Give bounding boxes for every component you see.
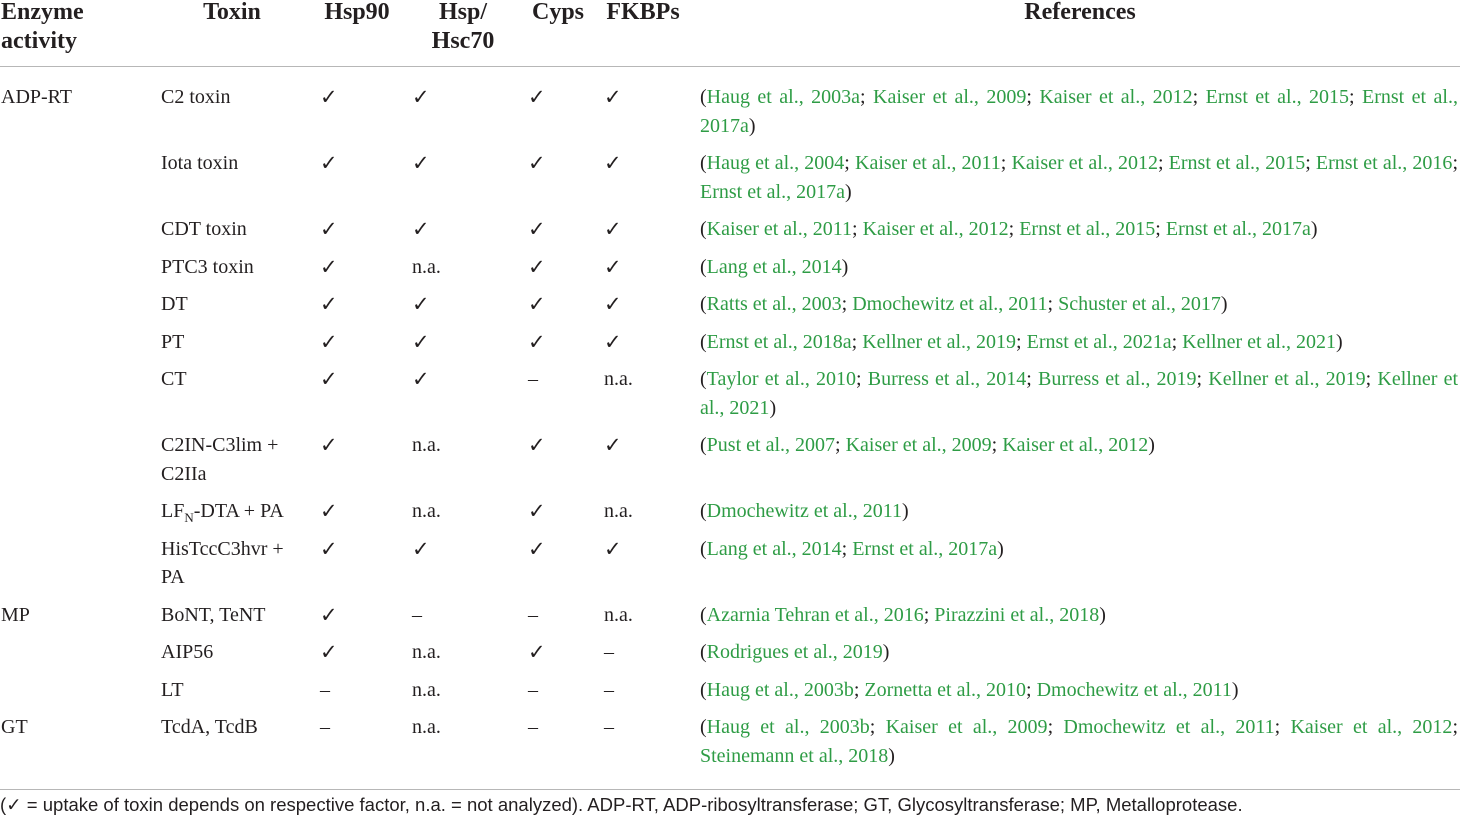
references-cell: (Lang et al., 2014; Ernst et al., 2017a) (700, 537, 1004, 560)
toxin-cell: PT (161, 330, 185, 353)
table-row (0, 713, 1460, 770)
enzyme-activity-cell: GT (1, 716, 28, 738)
reference-link[interactable]: Dmochewitz et al., 2011 (706, 500, 902, 522)
check-mark-icon: ✓ (604, 292, 622, 316)
references-cell: (Taylor et al., 2010; Burress et al., 2014; Burress et al., 2019; Kellner et al., 2019; Kellner et al., 2021) (700, 368, 1459, 419)
reference-link[interactable]: Kaiser et al., 2009 (845, 434, 992, 456)
fkbps-cell: – (604, 641, 614, 663)
references-cell: (Pust et al., 2007; Kaiser et al., 2009; Kaiser et al., 2012) (700, 434, 1155, 456)
fkbps-cell (604, 215, 622, 245)
check-mark-icon: ✓ (320, 499, 338, 523)
hsp90-cell (320, 149, 338, 179)
check-mark-icon: ✓ (528, 329, 546, 354)
table-row (0, 253, 1460, 282)
hsp-hsc70-cell (412, 83, 430, 113)
reference-link[interactable]: Ernst et al., 2015 (1168, 152, 1306, 174)
reference-link[interactable]: Ernst et al., 2015 (1205, 86, 1350, 108)
reference-link[interactable]: Burress et al., 2014 (867, 368, 1027, 390)
check-mark-icon: ✓ (528, 292, 546, 316)
check-mark-icon: ✓ (320, 85, 338, 109)
hsp90-cell (320, 535, 338, 565)
check-mark-icon: ✓ (320, 217, 338, 241)
fkbps-cell: – (604, 678, 614, 701)
fkbps-cell (604, 290, 622, 320)
hsp90-cell (320, 431, 338, 461)
hsp90-cell (320, 365, 338, 395)
toxin-subscript: N (184, 510, 194, 525)
check-mark-icon: ✓ (320, 640, 338, 664)
cyps-cell (528, 497, 546, 527)
enzyme-activity-cell: MP (1, 603, 30, 626)
reference-link[interactable]: Dmochewitz et al., 2011 (1063, 716, 1275, 738)
reference-link[interactable]: Azarnia Tehran et al., 2016 (706, 603, 924, 626)
reference-link[interactable]: Kaiser et al., 2009 (873, 86, 1027, 108)
check-mark-icon: ✓ (528, 151, 546, 175)
hsp90-cell: – (320, 716, 330, 738)
check-mark-icon: ✓ (604, 329, 622, 354)
reference-link[interactable]: Kaiser et al., 2011 (706, 218, 852, 240)
table-body (0, 83, 1460, 770)
table-row (0, 431, 1460, 488)
hsp90-cell (320, 253, 338, 283)
fkbps-cell (604, 83, 622, 113)
cyps-cell (528, 149, 546, 179)
reference-link[interactable]: Taylor et al., 2010 (706, 368, 856, 390)
reference-link[interactable]: Kaiser et al., 2011 (855, 152, 1001, 174)
cyps-cell (528, 638, 546, 668)
reference-link[interactable]: Lang et al., 2014 (706, 537, 842, 560)
reference-link[interactable]: Dmochewitz et al., 2011 (1036, 678, 1232, 701)
toxin-cell: C2 toxin (161, 86, 231, 108)
reference-link[interactable]: Schuster et al., 2017 (1058, 293, 1221, 315)
toxin-cell: BoNT, TeNT (161, 603, 266, 626)
toxin-cell: CDT toxin (161, 218, 247, 240)
toxin-cell: PTC3 toxin (161, 255, 254, 278)
check-mark-icon: ✓ (604, 85, 622, 109)
references-cell: (Haug et al., 2003b; Zornetta et al., 2010; Dmochewitz et al., 2011) (700, 678, 1239, 701)
check-mark-icon: ✓ (412, 292, 430, 316)
cyps-cell (528, 290, 546, 320)
reference-link[interactable]: Ernst et al., 2017a (700, 86, 1458, 137)
reference-link[interactable]: Kellner et al., 2021 (1182, 330, 1336, 353)
check-mark-icon: ✓ (320, 602, 338, 627)
check-mark-icon: ✓ (320, 536, 338, 561)
reference-link[interactable]: Rodrigues et al., 2019 (706, 641, 883, 663)
reference-link[interactable]: Ernst et al., 2018a (706, 330, 852, 353)
cyps-cell: – (528, 603, 538, 626)
reference-link[interactable]: Kaiser et al., 2012 (1011, 152, 1158, 174)
table-row (0, 497, 1460, 526)
references-cell: (Haug et al., 2003a; Kaiser et al., 2009; Kaiser et al., 2012; Ernst et al., 2015; Ernst et al., 2017a) (700, 86, 1458, 137)
reference-link[interactable]: Steinemann et al., 2018 (700, 744, 889, 767)
reference-link[interactable]: Burress et al., 2019 (1038, 368, 1197, 390)
reference-link[interactable]: Haug et al., 2004 (706, 152, 845, 174)
hsp-hsc70-cell (412, 535, 430, 565)
check-mark-icon: ✓ (320, 151, 338, 175)
reference-link[interactable]: Kaiser et al., 2012 (1290, 716, 1453, 738)
reference-link[interactable]: Kaiser et al., 2012 (1002, 434, 1149, 456)
header-cyps: Cyps (531, 0, 585, 25)
enzyme-activity-cell: ADP-RT (1, 86, 73, 108)
check-mark-icon: ✓ (528, 85, 546, 109)
toxin-cell: $LF_N$-DTA + PA (161, 500, 284, 525)
fkbps-cell: n.a. (604, 368, 633, 390)
check-mark-icon: ✓ (604, 151, 622, 175)
table-row (0, 328, 1460, 357)
check-mark-icon: ✓ (412, 85, 430, 109)
cyps-cell (528, 83, 546, 113)
reference-link[interactable]: Haug et al., 2003b (706, 716, 870, 738)
reference-link[interactable]: Kaiser et al., 2012 (862, 218, 1009, 240)
reference-link[interactable]: Pirazzini et al., 2018 (934, 603, 1100, 626)
check-mark-icon: ✓ (604, 433, 622, 457)
hsp-hsc70-cell: n.a. (412, 500, 441, 522)
check-mark-icon: ✓ (604, 536, 622, 561)
toxin-cell: CT (161, 368, 187, 390)
check-mark-icon: ✓ (528, 254, 546, 279)
hsp-hsc70-cell: n.a. (412, 434, 441, 456)
cyps-cell (528, 215, 546, 245)
reference-link[interactable]: Zornetta et al., 2010 (864, 678, 1027, 701)
toxin-cell: DT (161, 293, 188, 315)
cyps-cell (528, 253, 546, 283)
references-cell: (Dmochewitz et al., 2011) (700, 500, 909, 522)
check-mark-icon: ✓ (528, 536, 546, 561)
reference-link[interactable]: Kellner et al., 2019 (1208, 368, 1366, 390)
hsp90-cell (320, 290, 338, 320)
references-cell: (Azarnia Tehran et al., 2016; Pirazzini et al., 2018) (700, 603, 1106, 626)
header-enzyme-activity: Enzyme activity (1, 0, 84, 54)
check-mark-icon: ✓ (528, 217, 546, 241)
hsp90-cell (320, 638, 338, 668)
check-mark-icon: ✓ (412, 217, 430, 241)
reference-link[interactable]: Ernst et al., 2016 (1315, 152, 1453, 174)
header-references: References (1024, 0, 1136, 25)
toxin-cell: Iota toxin (161, 152, 239, 174)
check-mark-icon: ✓ (412, 151, 430, 175)
reference-link[interactable]: Ernst et al., 2017a (852, 537, 998, 560)
toxin-cell: TcdA, TcdB (161, 716, 258, 738)
table-header (0, 0, 1460, 67)
reference-link[interactable]: Ratts et al., 2003 (706, 293, 842, 315)
fkbps-cell (604, 328, 622, 358)
cyps-cell (528, 431, 546, 461)
check-mark-icon: ✓ (320, 367, 338, 391)
table-row (0, 638, 1460, 667)
reference-link[interactable]: Ernst et al., 2017a (700, 180, 845, 203)
check-mark-icon: ✓ (320, 329, 338, 354)
table-row (0, 215, 1460, 244)
table-footnote: (✓ = uptake of toxin depends on respective factor, n.a. = not analyzed). ADP-RT, ADP-ribosyltransferase; GT, Glycosyltransferase; MP, Metalloprotease. (0, 789, 1460, 819)
toxin-cell: LT (161, 678, 184, 701)
table-row (0, 149, 1460, 206)
references-cell: (Ernst et al., 2018a; Kellner et al., 2019; Ernst et al., 2021a; Kellner et al., 2021) (700, 330, 1343, 353)
hsp-hsc70-cell: n.a. (412, 716, 441, 738)
fkbps-cell: n.a. (604, 603, 633, 626)
cyps-cell (528, 328, 546, 358)
table-row (0, 535, 1460, 592)
check-mark-icon: ✓ (320, 292, 338, 316)
hsp90-cell (320, 497, 338, 527)
check-mark-icon: ✓ (412, 367, 430, 391)
fkbps-cell (604, 149, 622, 179)
hsp-hsc70-cell: – (412, 603, 422, 626)
header-fkbps: FKBPs (606, 0, 680, 25)
fkbps-cell (604, 253, 622, 283)
check-mark-icon: ✓ (604, 217, 622, 241)
table-row (0, 83, 1460, 140)
check-mark-icon: ✓ (412, 536, 430, 561)
fkbps-cell (604, 431, 622, 461)
reference-link[interactable]: Kellner et al., 2021 (700, 368, 1459, 419)
hsp90-cell (320, 83, 338, 113)
hsp90-cell (320, 328, 338, 358)
header-hsp90: Hsp90 (324, 0, 390, 25)
reference-link[interactable]: Pust et al., 2007 (706, 434, 836, 456)
reference-link[interactable]: Ernst et al., 2021a (1026, 330, 1172, 353)
cyps-cell: – (528, 678, 538, 701)
hsp-hsc70-cell (412, 328, 430, 358)
reference-link[interactable]: Haug et al., 2003a (706, 86, 861, 108)
reference-link[interactable]: Kaiser et al., 2012 (1039, 86, 1193, 108)
toxin-cell: AIP56 (161, 641, 214, 663)
references-cell: (Haug et al., 2003b; Kaiser et al., 2009; Dmochewitz et al., 2011; Kaiser et al., 2012; Steinemann et al., 2018) (700, 716, 1458, 767)
check-mark-icon: ✓ (412, 329, 430, 354)
check-mark-icon: ✓ (528, 499, 546, 523)
hsp-hsc70-cell (412, 215, 430, 245)
reference-link[interactable]: Ernst et al., 2017a (1165, 218, 1311, 240)
header-hsp-hsc70: Hsp/ Hsc70 (431, 0, 495, 54)
reference-link[interactable]: Lang et al., 2014 (706, 255, 842, 278)
hsp-hsc70-cell: n.a. (412, 255, 441, 278)
table-row (0, 290, 1460, 319)
fkbps-cell (604, 535, 622, 565)
reference-link[interactable]: Dmochewitz et al., 2011 (852, 293, 1048, 315)
table-row (0, 676, 1460, 705)
hsp90-cell (320, 601, 338, 631)
references-cell: (Rodrigues et al., 2019) (700, 641, 890, 663)
hsp-hsc70-cell (412, 149, 430, 179)
toxin-cell: C2IN-C3lim + C2IIa (161, 434, 279, 485)
hsp-hsc70-cell (412, 365, 430, 395)
references-cell: (Haug et al., 2004; Kaiser et al., 2011; Kaiser et al., 2012; Ernst et al., 2015; Ernst et al., 2016; Ernst et al., 2017a) (700, 152, 1458, 203)
reference-link[interactable]: Kaiser et al., 2009 (885, 716, 1048, 738)
table-row (0, 365, 1460, 422)
table-row (0, 601, 1460, 630)
header-toxin: Toxin (203, 0, 261, 25)
hsp-hsc70-cell: n.a. (412, 641, 441, 663)
references-cell: (Ratts et al., 2003; Dmochewitz et al., 2011; Schuster et al., 2017) (700, 293, 1228, 315)
cyps-cell (528, 535, 546, 565)
cyps-cell: – (528, 368, 538, 390)
hsp-hsc70-cell (412, 290, 430, 320)
hsp90-cell (320, 215, 338, 245)
reference-link[interactable]: Kellner et al., 2019 (862, 330, 1017, 353)
fkbps-cell: – (604, 716, 614, 738)
references-cell: (Kaiser et al., 2011; Kaiser et al., 2012; Ernst et al., 2015; Ernst et al., 2017a) (700, 218, 1318, 240)
check-mark-icon: ✓ (604, 254, 622, 279)
toxin-cell: HisTccC3hvr + PA (161, 537, 284, 588)
fkbps-cell: n.a. (604, 500, 633, 522)
hsp90-cell: – (320, 678, 330, 701)
references-cell: (Lang et al., 2014) (700, 255, 849, 278)
check-mark-icon: ✓ (528, 433, 546, 457)
check-mark-icon: ✓ (320, 254, 338, 279)
cyps-cell: – (528, 716, 538, 738)
check-mark-icon: ✓ (528, 640, 546, 664)
check-mark-icon: ✓ (320, 433, 338, 457)
reference-link[interactable]: Haug et al., 2003b (706, 678, 854, 701)
reference-link[interactable]: Ernst et al., 2015 (1019, 218, 1156, 240)
hsp-hsc70-cell: n.a. (412, 678, 441, 701)
